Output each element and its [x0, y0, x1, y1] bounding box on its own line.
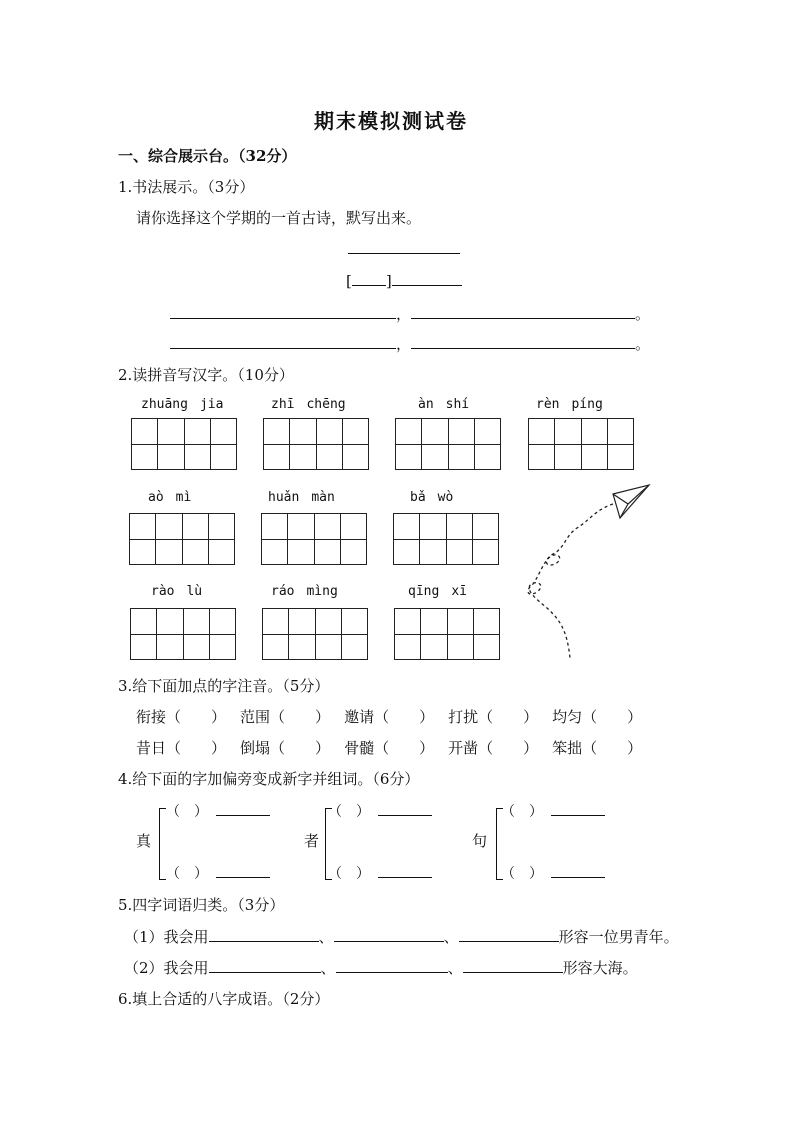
q4-heading: 4.给下面的字加偏旁变成新字并组词。（6分）	[118, 770, 420, 788]
word-blank[interactable]	[378, 862, 432, 878]
answer-paren[interactable]: （ ）	[270, 708, 331, 726]
q5-line-1: （1）我会用 、 、 形容一位男青年。	[124, 928, 679, 946]
writing-grid[interactable]	[130, 608, 236, 660]
idiom-blank[interactable]	[336, 957, 448, 973]
pinyin-label: rào lù	[151, 584, 203, 599]
base-char: 真	[136, 832, 152, 850]
radical-paren[interactable]: （ ）	[166, 866, 208, 882]
q4-answer-row	[328, 862, 432, 883]
answer-paren[interactable]: （ ）	[582, 739, 643, 757]
answer-paren[interactable]: （ ）	[166, 708, 227, 726]
radical-paren[interactable]: （ ）	[328, 866, 370, 882]
word-blank[interactable]	[378, 800, 432, 816]
q4-answer-row	[501, 800, 605, 821]
q3-item: 范围（ ）	[240, 708, 331, 726]
writing-grid[interactable]	[528, 418, 634, 470]
pinyin-label: rèn píng	[536, 397, 603, 412]
answer-paren[interactable]: （ ）	[270, 739, 331, 757]
poem-author-row	[346, 270, 462, 290]
q4-answer-row	[166, 862, 270, 883]
q3-heading: 3.给下面加点的字注音。（5分）	[118, 677, 330, 695]
q3-item: 邀请（ ）	[344, 708, 435, 726]
poem-blank[interactable]	[411, 303, 635, 319]
answer-paren[interactable]: （ ）	[582, 708, 643, 726]
word-blank[interactable]	[216, 862, 270, 878]
pinyin-label: ráo mìng	[271, 584, 338, 599]
radical-paren[interactable]: （ ）	[501, 804, 543, 820]
poem-blank[interactable]	[170, 333, 396, 349]
q3-item: 打扰（ ）	[448, 708, 539, 726]
idiom-blank[interactable]	[209, 926, 319, 942]
writing-grid[interactable]	[129, 513, 235, 565]
pinyin-label: zhuāng jia	[141, 397, 224, 412]
q5-heading: 5.四字词语归类。（3分）	[118, 896, 285, 914]
writing-grid[interactable]	[263, 418, 369, 470]
dynasty-blank[interactable]	[352, 270, 386, 286]
idiom-blank[interactable]	[209, 957, 321, 973]
period: 。	[635, 335, 651, 353]
poem-title-line[interactable]	[348, 253, 460, 254]
bracket-open: [	[346, 272, 352, 290]
q1-instruction: 请你选择这个学期的一首古诗，默写出来。	[136, 209, 422, 227]
pinyin-label: qīng xī	[408, 584, 467, 599]
answer-paren[interactable]: （ ）	[374, 708, 435, 726]
word-blank[interactable]	[216, 800, 270, 816]
q3-item: 昔日（ ）	[136, 739, 227, 757]
radical-paren[interactable]: （ ）	[501, 866, 543, 882]
writing-grid[interactable]	[395, 418, 501, 470]
poem-line-1	[170, 303, 650, 324]
base-char: 者	[304, 832, 320, 850]
q4-answer-row	[328, 800, 432, 821]
idiom-blank[interactable]	[463, 957, 563, 973]
writing-grid[interactable]	[261, 513, 367, 565]
q3-item: 倒塌（ ）	[240, 739, 331, 757]
base-char: 句	[472, 832, 488, 850]
q3-row-1	[136, 706, 656, 727]
q4-answer-row	[501, 862, 605, 883]
idiom-blank[interactable]	[459, 926, 559, 942]
q3-item: 笨拙（ ）	[552, 739, 643, 757]
q4-answer-row	[166, 800, 270, 821]
answer-paren[interactable]: （ ）	[478, 739, 539, 757]
page-title: 期末模拟测试卷	[314, 109, 468, 133]
radical-paren[interactable]: （ ）	[166, 804, 208, 820]
q2-heading: 2.读拼音写汉字。（10分）	[118, 366, 294, 384]
period: 。	[635, 305, 651, 323]
q3-item: 开凿（ ）	[448, 739, 539, 757]
answer-paren[interactable]: （ ）	[166, 739, 227, 757]
idiom-blank[interactable]	[334, 926, 444, 942]
pinyin-label: aò mì	[148, 490, 192, 505]
pinyin-label: àn shí	[418, 397, 470, 412]
word-blank[interactable]	[551, 862, 605, 878]
section-1-heading: 一、综合展示台。（32分）	[118, 147, 297, 165]
q6-heading: 6.填上合适的八字成语。（2分）	[118, 990, 330, 1008]
answer-paren[interactable]: （ ）	[374, 739, 435, 757]
poem-blank[interactable]	[411, 333, 635, 349]
poem-line-2	[170, 333, 650, 354]
pinyin-label: huǎn màn	[268, 490, 335, 505]
q3-item: 衔接（ ）	[136, 708, 227, 726]
q3-item: 骨髓（ ）	[344, 739, 435, 757]
q3-row-2	[136, 737, 656, 758]
brace	[159, 808, 166, 880]
comma: ，	[396, 335, 412, 353]
bracket-close: ]	[385, 272, 392, 290]
q3-item: 均匀（ ）	[552, 708, 643, 726]
writing-grid[interactable]	[262, 608, 368, 660]
poem-blank[interactable]	[170, 303, 396, 319]
word-blank[interactable]	[551, 800, 605, 816]
q5-line-2: （2）我会用 、 、 形容大海。	[124, 959, 638, 977]
writing-grid[interactable]	[393, 513, 499, 565]
q1-heading: 1.书法展示。（3分）	[118, 178, 255, 196]
answer-paren[interactable]: （ ）	[478, 708, 539, 726]
writing-grid[interactable]	[131, 418, 237, 470]
writing-grid[interactable]	[394, 608, 500, 660]
pinyin-label: zhī chēng	[271, 397, 346, 412]
paper-airplane-icon	[515, 480, 655, 665]
comma: ，	[396, 305, 412, 323]
pinyin-label: bǎ wò	[410, 490, 454, 505]
radical-paren[interactable]: （ ）	[328, 804, 370, 820]
author-blank[interactable]	[392, 270, 462, 286]
